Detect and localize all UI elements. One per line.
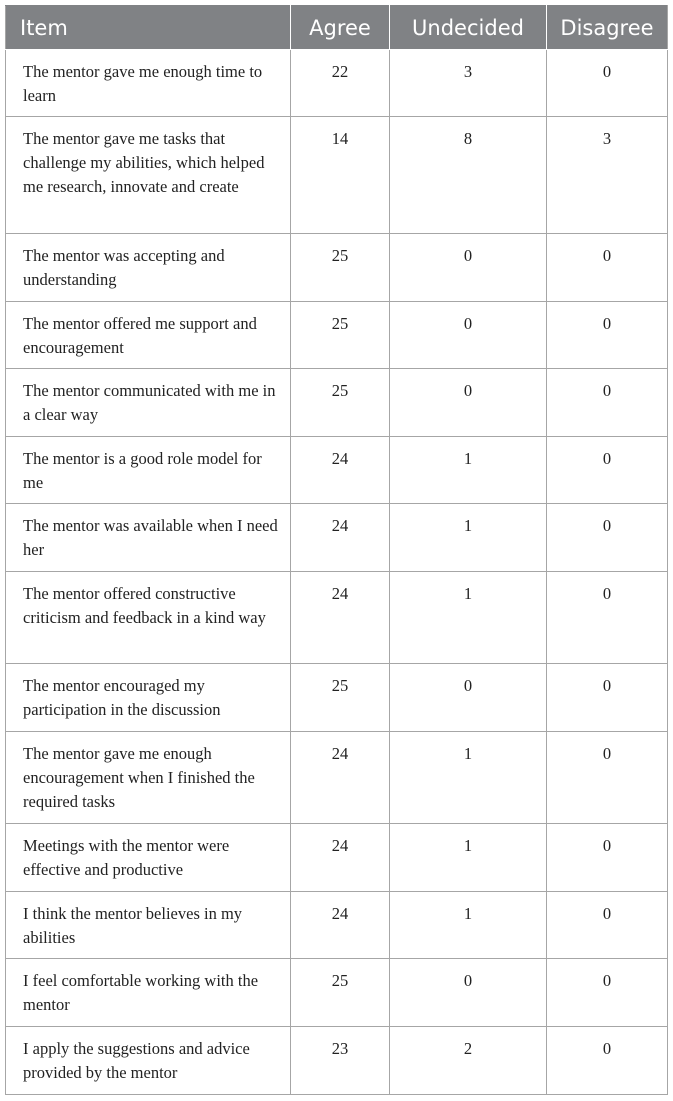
undecided-cell: 0 xyxy=(390,959,547,1027)
item-cell: The mentor offered constructive criticism and feedback in a kind way xyxy=(6,572,291,664)
disagree-cell: 0 xyxy=(547,892,668,959)
agree-cell: 23 xyxy=(291,1027,390,1095)
disagree-cell: 0 xyxy=(547,369,668,437)
undecided-cell: 1 xyxy=(390,504,547,572)
undecided-cell: 1 xyxy=(390,824,547,892)
agree-cell: 24 xyxy=(291,504,390,572)
item-cell: The mentor gave me enough time to learn xyxy=(6,50,291,117)
table-row xyxy=(6,50,668,117)
agree-cell: 14 xyxy=(291,117,390,234)
disagree-cell: 0 xyxy=(547,50,668,117)
disagree-cell: 0 xyxy=(547,1027,668,1095)
undecided-cell: 1 xyxy=(390,437,547,504)
item-cell: I apply the suggestions and advice provided by the mentor xyxy=(6,1027,291,1095)
table-row xyxy=(6,504,668,572)
undecided-cell: 0 xyxy=(390,302,547,369)
table-row xyxy=(6,234,668,302)
agree-cell: 24 xyxy=(291,732,390,824)
table-row xyxy=(6,664,668,732)
undecided-cell: 0 xyxy=(390,234,547,302)
item-cell: I think the mentor believes in my abilities xyxy=(6,892,291,959)
agree-cell: 25 xyxy=(291,369,390,437)
item-cell: The mentor gave me tasks that challenge my abilities, which helped me research, innovate and create xyxy=(6,117,291,234)
disagree-cell: 0 xyxy=(547,959,668,1027)
table-row xyxy=(6,959,668,1027)
table-header xyxy=(6,6,668,50)
disagree-cell: 3 xyxy=(547,117,668,234)
table-body xyxy=(6,50,668,1095)
disagree-cell: 0 xyxy=(547,302,668,369)
header-agree: Agree xyxy=(291,6,390,50)
undecided-cell: 1 xyxy=(390,892,547,959)
disagree-cell: 0 xyxy=(547,664,668,732)
agree-cell: 24 xyxy=(291,437,390,504)
undecided-cell: 2 xyxy=(390,1027,547,1095)
item-cell: Meetings with the mentor were effective and productive xyxy=(6,824,291,892)
table-row xyxy=(6,824,668,892)
header-item: Item xyxy=(6,6,291,50)
header-disagree: Disagree xyxy=(547,6,668,50)
undecided-cell: 0 xyxy=(390,369,547,437)
table-row xyxy=(6,437,668,504)
agree-cell: 25 xyxy=(291,234,390,302)
agree-cell: 22 xyxy=(291,50,390,117)
undecided-cell: 0 xyxy=(390,664,547,732)
item-cell: The mentor gave me enough encouragement when I finished the required tasks xyxy=(6,732,291,824)
item-cell: The mentor encouraged my participation in the discussion xyxy=(6,664,291,732)
disagree-cell: 0 xyxy=(547,504,668,572)
table-row xyxy=(6,117,668,234)
disagree-cell: 0 xyxy=(547,732,668,824)
item-cell: The mentor is a good role model for me xyxy=(6,437,291,504)
agree-cell: 25 xyxy=(291,302,390,369)
disagree-cell: 0 xyxy=(547,824,668,892)
disagree-cell: 0 xyxy=(547,234,668,302)
table-row xyxy=(6,732,668,824)
item-cell: The mentor was available when I need her xyxy=(6,504,291,572)
agree-cell: 24 xyxy=(291,892,390,959)
agree-cell: 25 xyxy=(291,959,390,1027)
undecided-cell: 8 xyxy=(390,117,547,234)
table-row xyxy=(6,369,668,437)
disagree-cell: 0 xyxy=(547,572,668,664)
agree-cell: 25 xyxy=(291,664,390,732)
item-cell: I feel comfortable working with the mentor xyxy=(6,959,291,1027)
undecided-cell: 3 xyxy=(390,50,547,117)
header-row xyxy=(6,6,668,50)
undecided-cell: 1 xyxy=(390,572,547,664)
header-undecided: Undecided xyxy=(390,6,547,50)
item-cell: The mentor was accepting and understanding xyxy=(6,234,291,302)
mentor-survey-table xyxy=(5,5,668,1095)
item-cell: The mentor offered me support and encouragement xyxy=(6,302,291,369)
table-row xyxy=(6,1027,668,1095)
table-row xyxy=(6,892,668,959)
table-row xyxy=(6,302,668,369)
agree-cell: 24 xyxy=(291,572,390,664)
table-row xyxy=(6,572,668,664)
undecided-cell: 1 xyxy=(390,732,547,824)
item-cell: The mentor communicated with me in a clear way xyxy=(6,369,291,437)
agree-cell: 24 xyxy=(291,824,390,892)
disagree-cell: 0 xyxy=(547,437,668,504)
